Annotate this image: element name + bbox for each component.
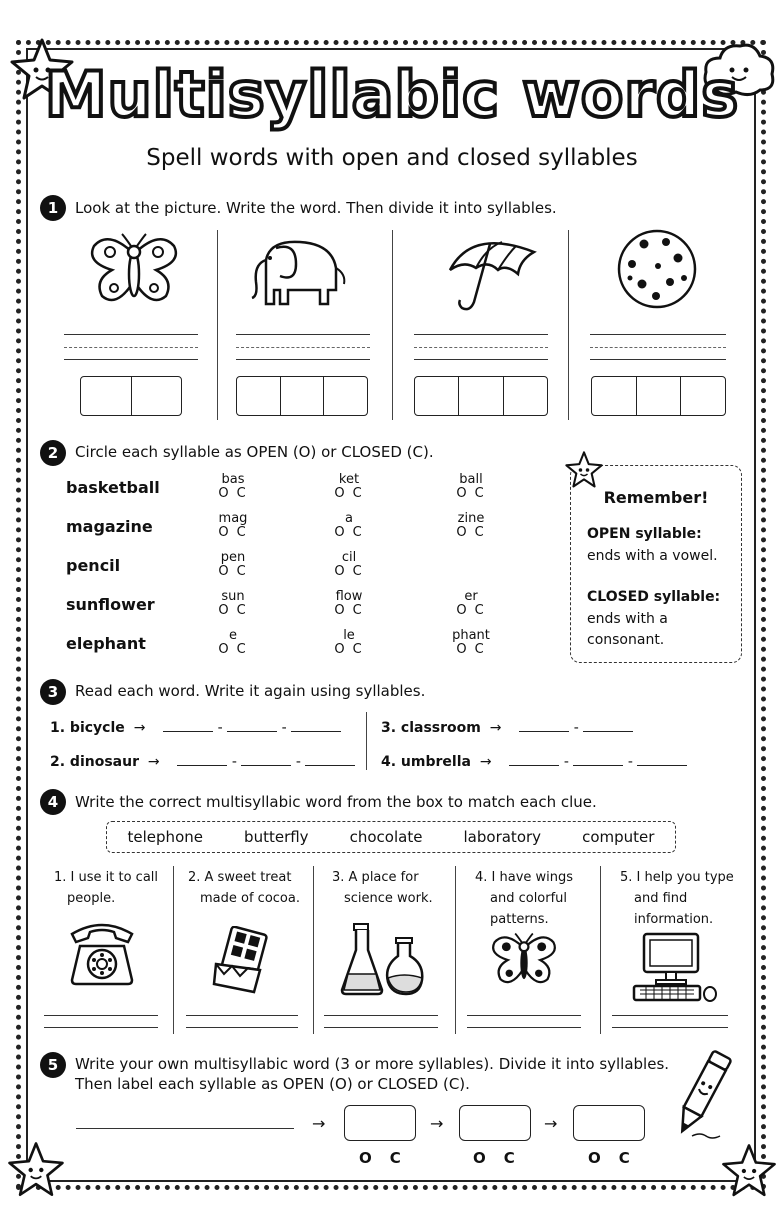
- writing-line[interactable]: [64, 334, 198, 335]
- syllable-item: 2. dinosaur → - -: [50, 751, 355, 770]
- word-bank-item: chocolate: [349, 828, 423, 846]
- syllable-item: 1. bicycle → - -: [50, 717, 341, 736]
- section-instruction: Read each word. Write it again using syllables.: [75, 682, 426, 700]
- divider: [392, 230, 393, 420]
- writing-line[interactable]: [414, 334, 548, 335]
- elephant-icon: [246, 234, 354, 308]
- syllable-boxes[interactable]: [591, 376, 726, 416]
- flask-icon: [340, 922, 424, 998]
- syllable-boxes[interactable]: [80, 376, 182, 416]
- syllable-choice[interactable]: cil OC: [334, 550, 370, 579]
- arrow: →: [312, 1114, 326, 1133]
- star-face-icon: [564, 450, 604, 490]
- section-instruction: Then label each syllable as OPEN (O) or CLOSED (C).: [75, 1075, 470, 1093]
- section-number: 4: [40, 789, 66, 815]
- writing-line: [590, 347, 726, 348]
- clue-text: 2. A sweet treat made of cocoa.: [188, 870, 300, 906]
- oc-label[interactable]: OC: [588, 1149, 648, 1167]
- writing-line[interactable]: [76, 1128, 294, 1129]
- butterfly-icon: [88, 232, 180, 308]
- syllable-choice[interactable]: pen OC: [218, 550, 254, 579]
- writing-line[interactable]: [590, 359, 726, 360]
- umbrella-icon: [446, 230, 538, 314]
- syllable-choice[interactable]: bas OC: [218, 472, 254, 501]
- writing-line[interactable]: [44, 1015, 158, 1016]
- writing-line: [64, 347, 198, 348]
- syllable-item: 4. umbrella → - -: [381, 751, 687, 770]
- clue-text: 3. A place for science work.: [332, 870, 433, 906]
- section-instruction: Write the correct multisyllabic word from the box to match each clue.: [75, 793, 597, 811]
- divider: [366, 712, 367, 770]
- clue-text: 4. I have wings and colorful patterns.: [475, 870, 574, 927]
- syllable-choice[interactable]: sun OC: [218, 589, 254, 618]
- telephone-icon: [66, 918, 138, 988]
- oc-label[interactable]: OC: [359, 1149, 419, 1167]
- section-instruction: Write your own multisyllabic word (3 or more syllables). Divide it into syllables.: [75, 1055, 670, 1073]
- writing-line[interactable]: [324, 1015, 438, 1016]
- section-instruction: Circle each syllable as OPEN (O) or CLOSED (C).: [75, 443, 434, 461]
- chocolate-icon: [212, 926, 270, 994]
- writing-line[interactable]: [186, 1015, 298, 1016]
- remember-box: [570, 465, 742, 663]
- pencil-icon: [672, 1046, 732, 1142]
- clue-text: 5. I help you type and find information.: [620, 870, 734, 927]
- divider: [217, 230, 218, 420]
- syllable-choice[interactable]: zine OC: [456, 511, 492, 540]
- clue-text: 1. I use it to call people.: [54, 870, 159, 906]
- writing-line[interactable]: [324, 1027, 438, 1028]
- writing-line[interactable]: [590, 334, 726, 335]
- writing-line[interactable]: [64, 359, 198, 360]
- section-number: 2: [40, 440, 66, 466]
- writing-line[interactable]: [236, 359, 370, 360]
- divider: [173, 866, 174, 1034]
- syllable-choice[interactable]: ket OC: [334, 472, 370, 501]
- syllable-boxes[interactable]: [236, 376, 368, 416]
- open-heading: OPEN syllable:: [587, 526, 702, 542]
- butterfly-icon: [490, 932, 558, 988]
- oc-label[interactable]: OC: [473, 1149, 533, 1167]
- writing-line[interactable]: [44, 1027, 158, 1028]
- word-bank: [106, 821, 676, 853]
- word-bank-item: telephone: [127, 828, 203, 846]
- writing-line[interactable]: [612, 1027, 728, 1028]
- syllable-item: 3. classroom → -: [381, 717, 633, 736]
- closed-definition: consonant.: [587, 632, 665, 648]
- page-title: Multisyllabic words: [44, 58, 740, 131]
- star-face-icon: [720, 1142, 778, 1200]
- word-label: pencil: [66, 556, 121, 575]
- writing-line[interactable]: [467, 1015, 581, 1016]
- word-label: elephant: [66, 634, 146, 653]
- cookie-icon: [616, 228, 698, 310]
- syllable-box[interactable]: [573, 1105, 645, 1141]
- word-bank-item: laboratory: [463, 828, 542, 846]
- syllable-box[interactable]: [344, 1105, 416, 1141]
- syllable-choice[interactable]: phant OC: [452, 628, 492, 657]
- writing-line[interactable]: [612, 1015, 728, 1016]
- syllable-boxes[interactable]: [414, 376, 548, 416]
- syllable-choice[interactable]: flow OC: [334, 589, 370, 618]
- section-number: 1: [40, 195, 66, 221]
- section-instruction: Look at the picture. Write the word. Then divide it into syllables.: [75, 199, 557, 217]
- writing-line[interactable]: [467, 1027, 581, 1028]
- syllable-choice[interactable]: ball OC: [456, 472, 492, 501]
- word-label: basketball: [66, 478, 160, 497]
- syllable-choice[interactable]: a OC: [334, 511, 370, 540]
- writing-line[interactable]: [186, 1027, 298, 1028]
- syllable-choice[interactable]: mag OC: [218, 511, 254, 540]
- syllable-box[interactable]: [459, 1105, 531, 1141]
- writing-line: [236, 347, 370, 348]
- closed-heading: CLOSED syllable:: [587, 589, 721, 605]
- syllable-choice[interactable]: le OC: [334, 628, 370, 657]
- writing-line: [414, 347, 548, 348]
- arrow: →: [544, 1114, 558, 1133]
- divider: [313, 866, 314, 1034]
- word-label: sunflower: [66, 595, 155, 614]
- divider: [568, 230, 569, 420]
- star-face-icon: [6, 1140, 66, 1200]
- remember-title: Remember!: [603, 488, 709, 507]
- word-label: magazine: [66, 517, 153, 536]
- section-number: 5: [40, 1052, 66, 1078]
- page-subtitle: Spell words with open and closed syllables: [146, 145, 638, 171]
- word-bank-item: computer: [582, 828, 655, 846]
- writing-line[interactable]: [236, 334, 370, 335]
- writing-line[interactable]: [414, 359, 548, 360]
- syllable-choice[interactable]: e OC: [218, 628, 254, 657]
- arrow: →: [430, 1114, 444, 1133]
- word-bank-item: butterfly: [244, 828, 309, 846]
- divider: [455, 866, 456, 1034]
- closed-definition: ends with a: [587, 611, 668, 627]
- computer-icon: [630, 932, 722, 1004]
- syllable-choice[interactable]: er OC: [456, 589, 492, 618]
- open-definition: ends with a vowel.: [587, 548, 718, 564]
- divider: [600, 866, 601, 1034]
- section-number: 3: [40, 679, 66, 705]
